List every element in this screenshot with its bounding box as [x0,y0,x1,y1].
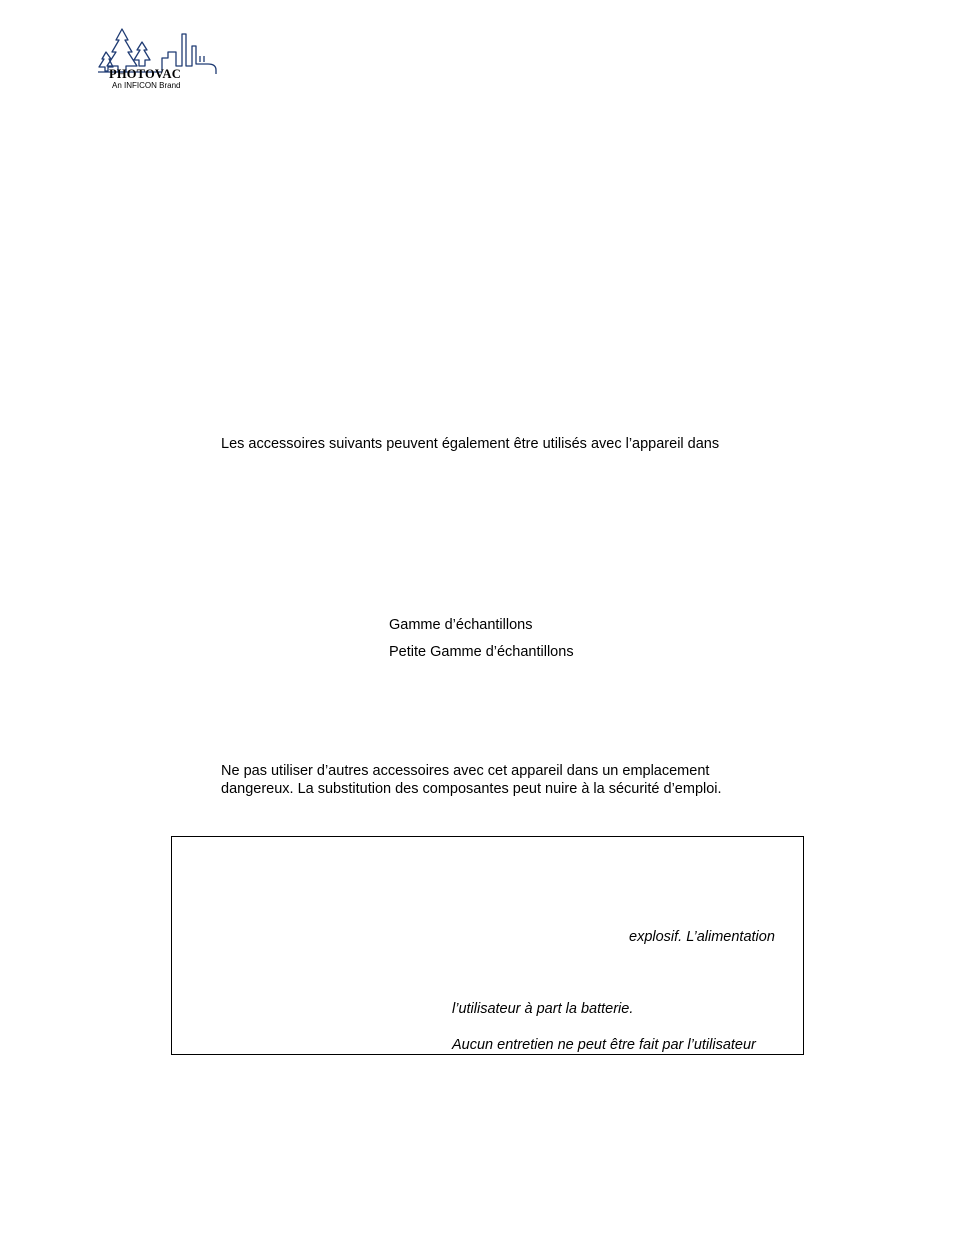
notice-line: Aucun entretien ne peut être fait par l’utilisateur [452,1037,756,1053]
warning-line: dangereux. La substitution des composantes peut nuire à la sécurité d’emploi. [221,781,722,797]
warning-line: Ne pas utiliser d’autres accessoires avec cet appareil dans un emplacement [221,763,710,779]
accessory-item: Gamme d’échantillons [389,617,533,633]
logo-tagline: An INFICON Brand [112,81,181,90]
notice-line: l’utilisateur à part la batterie. [452,1001,634,1017]
photovac-logo [96,26,220,92]
intro-paragraph: Les accessoires suivants peuvent également être utilisés avec l’appareil dans [221,436,720,452]
accessory-item: Petite Gamme d’échantillons [389,644,574,660]
notice-line: explosif. L’alimentation [629,929,775,945]
safety-notice-box [171,836,804,1055]
logo-wordmark: PHOTOVAC [109,67,181,81]
